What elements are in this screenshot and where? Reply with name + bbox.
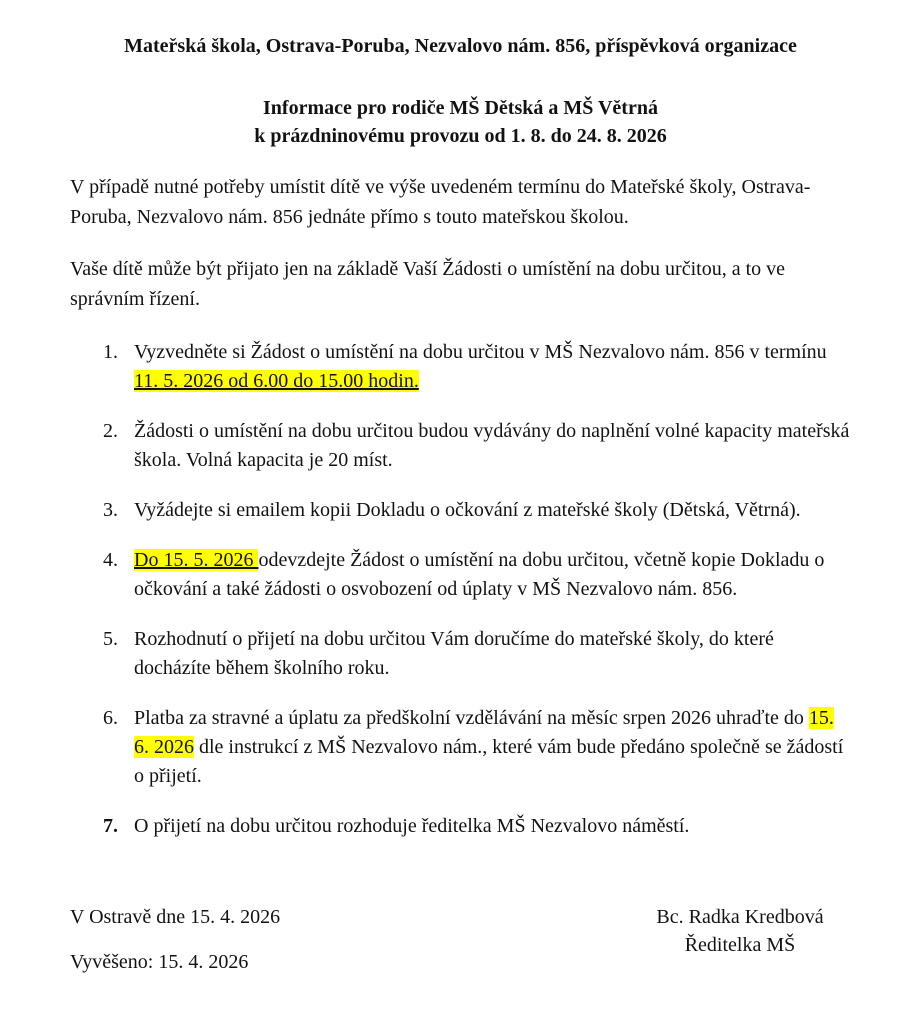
list-item-5-text: Rozhodnutí o přijetí na dobu určitou Vám doručíme do mateřské školy, do které docházíte během školního roku.: [134, 628, 774, 679]
list-item-1: [70, 338, 851, 396]
signature-name: Bc. Radka Kredbová: [656, 906, 824, 928]
footer-place-date: V Ostravě dne 15. 4. 2026: [70, 906, 281, 928]
list-item-2: [70, 417, 851, 475]
paragraph-intro: V případě nutné potřeby umístit dítě ve výše uvedeném termínu do Mateřské školy, Ostrava-Poruba, Nezvalovo nám. 856 jednáte přímo s touto mateřskou školou.: [70, 176, 811, 228]
list-item-1-text: [134, 338, 851, 396]
footer-posted-date: Vyvěšeno: 15. 4. 2026: [70, 951, 249, 973]
spacer: [70, 862, 851, 903]
list-item-2-text: Žádosti o umístění na dobu určitou budou vydávány do naplnění volné kapacity mateřská škola. Volná kapacita je 20 míst.: [134, 420, 850, 471]
footer: [70, 903, 851, 976]
list-item-6-post: dle instrukcí z MŠ Nezvalovo nám., které vám bude předáno společně se žádostí o přijetí.: [134, 736, 844, 787]
organization-name: Mateřská škola, Ostrava-Poruba, Nezvalovo nám. 856, příspěvková organizace: [124, 35, 797, 57]
list-item-6-number: 6.: [103, 707, 118, 729]
list-item-4-highlight: Do 15. 5. 2026: [134, 549, 259, 571]
paragraph-admission: Vaše dítě může být přijato jen na základě Vaší Žádosti o umístění na dobu určitou, a to ve správním řízení.: [70, 258, 785, 310]
list-item-6: [70, 704, 851, 791]
document-title-line1: Informace pro rodiče MŠ Dětská a MŠ Větrná: [263, 97, 658, 119]
list-item-4-post: odevzdejte Žádost o umístění na dobu určitou, včetně kopie Dokladu o očkování a také žádosti o osvobození od úplaty v MŠ Nezvalovo nám. 856.: [134, 549, 825, 600]
list-item-1-number: 1.: [103, 341, 118, 363]
list-item-7-text: O přijetí na dobu určitou rozhoduje ředitelka MŠ Nezvalovo náměstí.: [134, 815, 690, 837]
list-item-3-text: Vyžádejte si emailem kopii Dokladu o očkování z mateřské školy (Dětská, Větrná).: [134, 499, 801, 521]
list-item-5-number: 5.: [103, 628, 118, 650]
document-title-line2: k prázdninovému provozu od 1. 8. do 24. 8. 2026: [254, 125, 667, 147]
list-item-7-number: 7.: [103, 815, 118, 837]
list-item-4-text: [134, 546, 851, 604]
list-item-6-pre: Platba za stravné a úplatu za předškolní vzdělávání na měsíc srpen 2026 uhraďte do: [134, 707, 809, 729]
list-item-1-highlight: 11. 5. 2026 od 6.00 do 15.00 hodin.: [134, 370, 419, 392]
list-item-7: [70, 812, 851, 841]
list-item-6-text: [134, 704, 851, 791]
list-item-5: [70, 625, 851, 683]
signature-title: Ředitelka MŠ: [684, 934, 796, 956]
signature-block: [615, 903, 865, 959]
list-item-4-number: 4.: [103, 549, 118, 571]
list-item-4: [70, 546, 851, 604]
document-title: [70, 94, 851, 150]
list-item-3-number: 3.: [103, 499, 118, 521]
list-item-2-number: 2.: [103, 420, 118, 442]
list-item-3: [70, 496, 851, 525]
list-item-1-pre: Vyzvedněte si Žádost o umístění na dobu určitou v MŠ Nezvalovo nám. 856 v termínu: [134, 341, 827, 363]
numbered-list: [70, 338, 851, 862]
list-item-6-highlight: 15. 6. 2026: [134, 707, 834, 758]
